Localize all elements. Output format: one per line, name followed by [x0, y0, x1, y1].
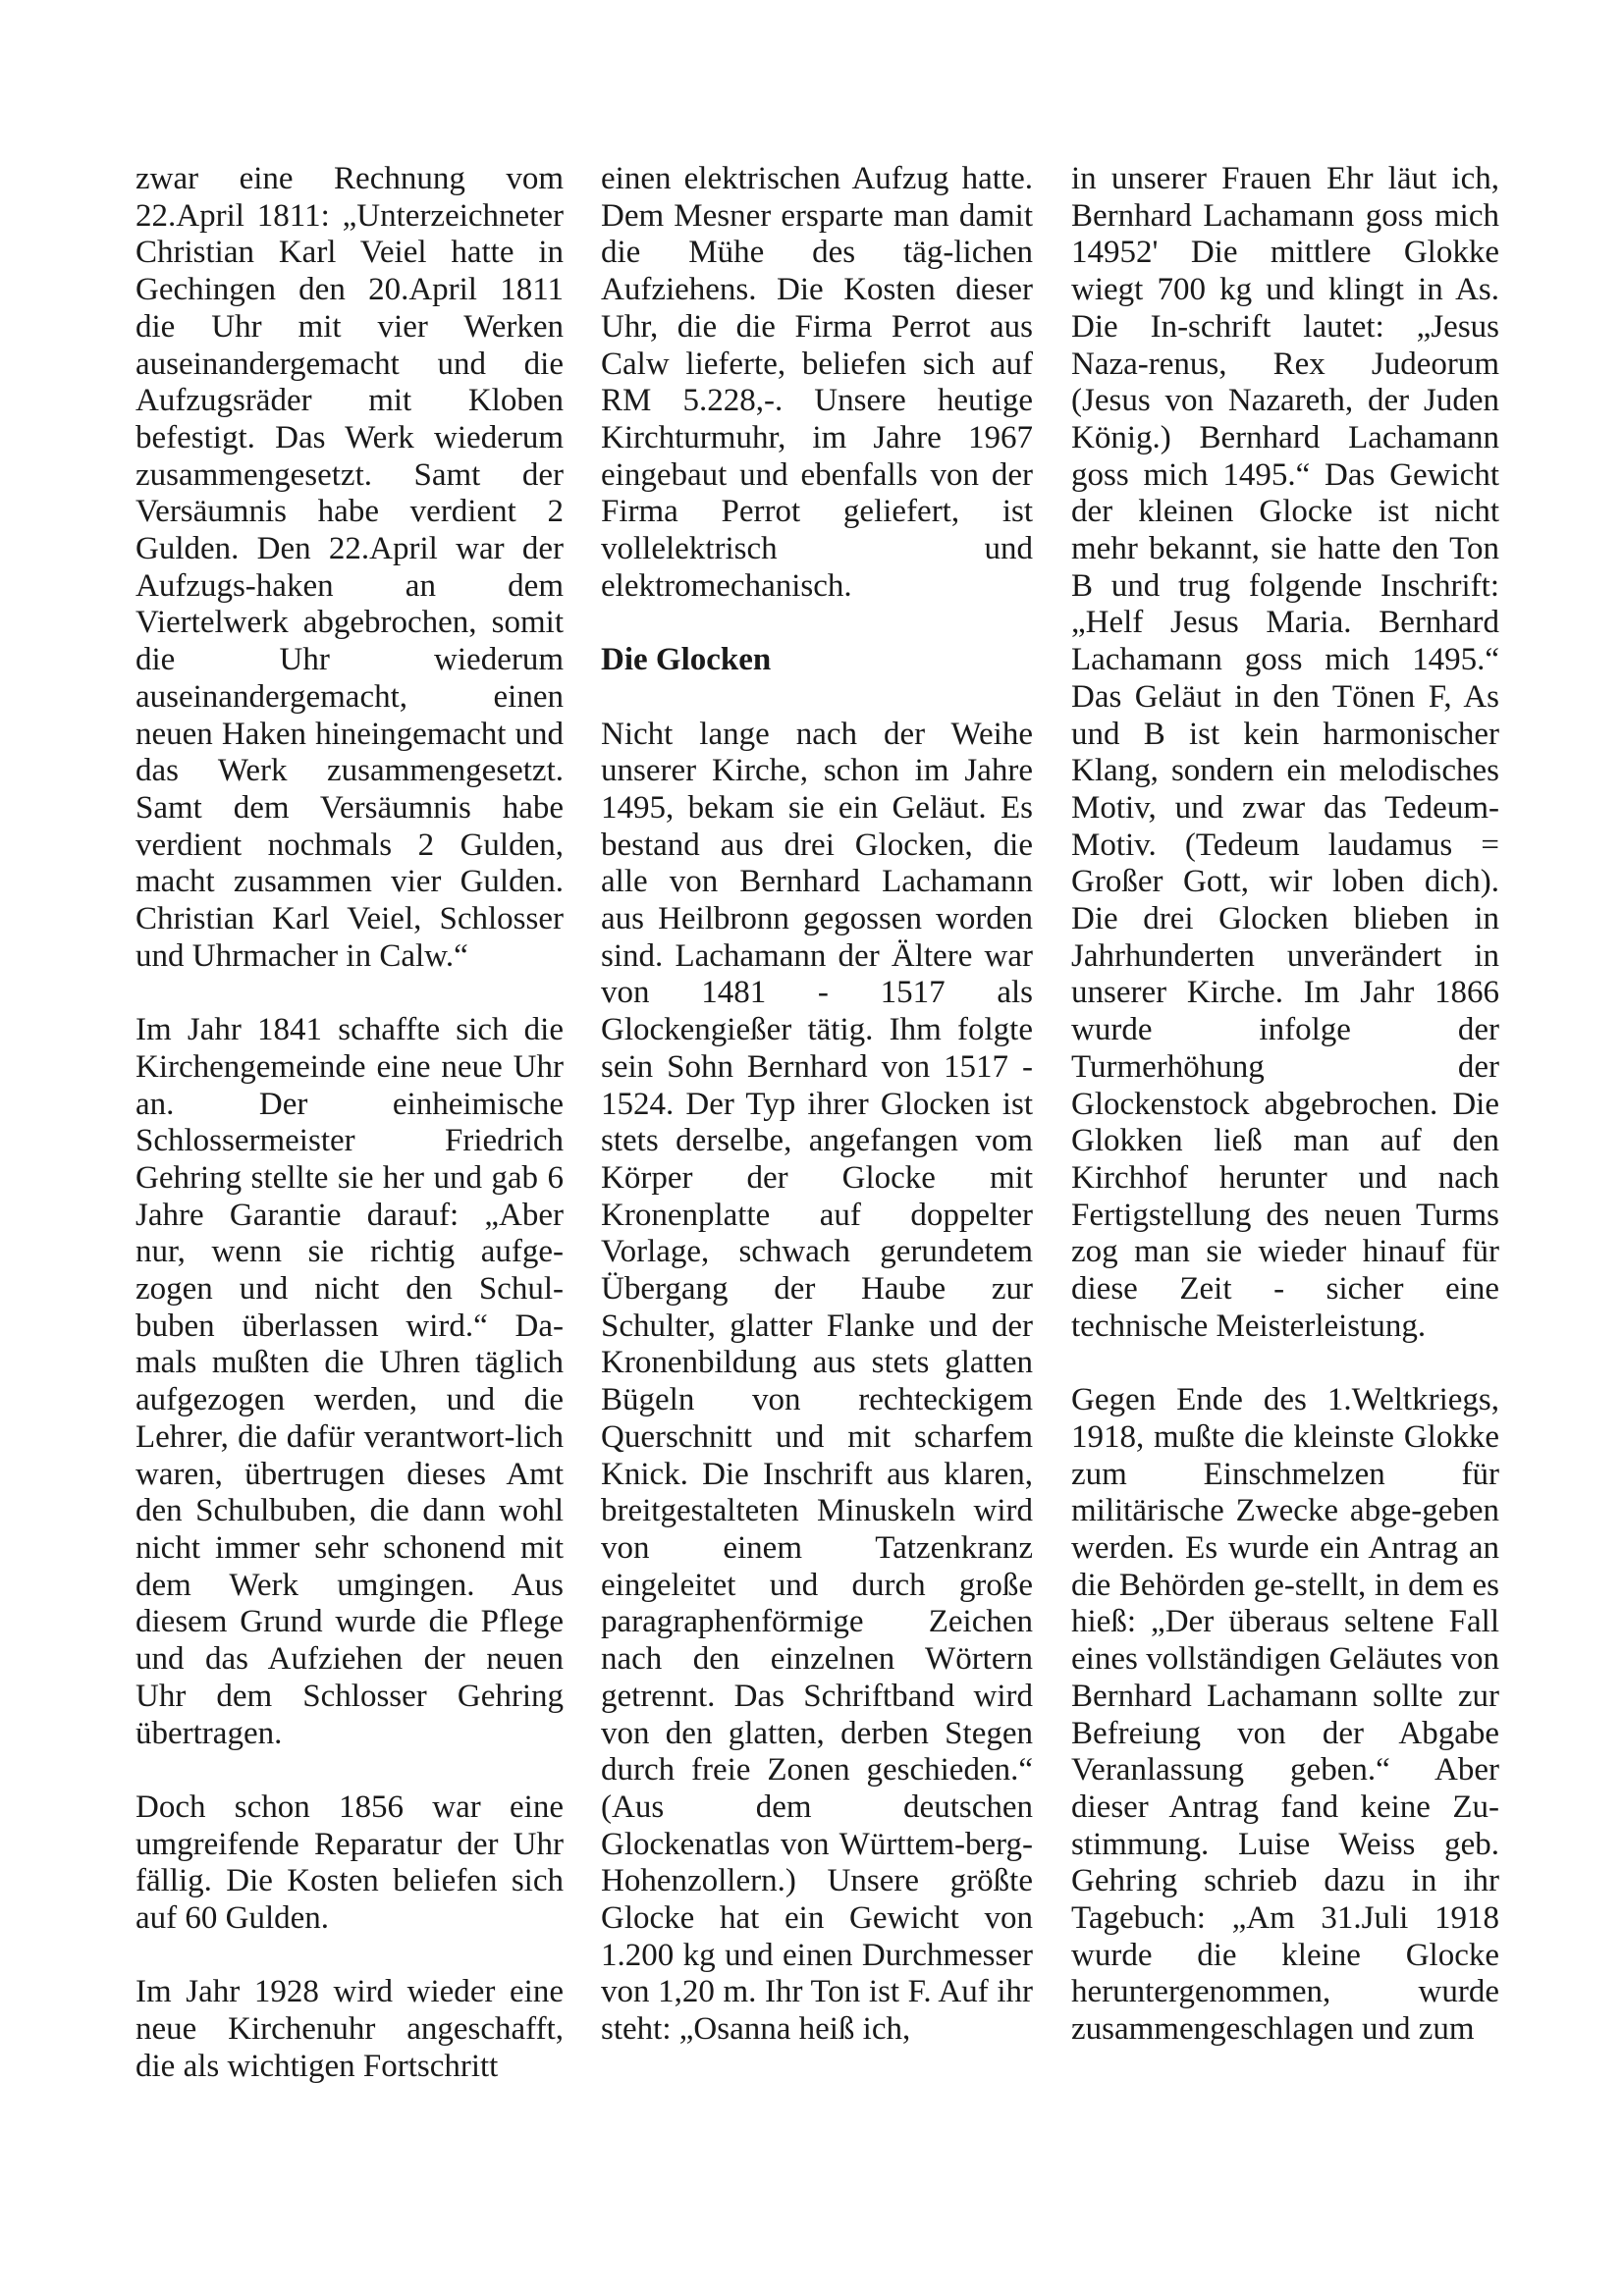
paragraph-electric-clock: einen elektrischen Aufzug hatte. Dem Mesner ersparte man damit die Mühe des täg-lichen Aufziehens. Die Kosten dieser Uhr, die die Firma Perrot aus Calw lieferte, beliefen sich auf RM 5.228,-. Unsere heutige Kirchturmuhr, im Jahre 1967 eingebaut und ebenfalls von der Firma Perrot geliefert, ist vollelektrisch und elektromechanisch. [601, 161, 1033, 604]
paragraph-bell-inscriptions: in unserer Frauen Ehr läut ich, Bernhard Lachamann goss mich 14952' Die mittlere Glokke wiegt 700 kg und klingt in As. Die In-schrift lautet: „Jesus Naza-renus, Rex Judeorum (Jesus von Nazareth, der Juden König.) Bernhard Lachamann goss mich 1495.“ Das Gewicht der kleinen Glocke ist nicht mehr bekannt, sie hatte den Ton B und trug folgende Inschrift: „Helf Jesus Maria. Bernhard Lachamann goss mich 1495.“ Das Geläut in den Tönen F, As und B ist kein harmonischer Klang, sondern ein melodisches Motiv, und zwar das Tedeum-Motiv. (Tedeum laudamus = Großer Gott, wir loben dich). Die drei Glocken blieben in Jahrhunderten unverändert in unserer Kirche. Im Jahr 1866 wurde infolge der Turmerhöhung der Glockenstock abgebrochen. Die Glokken ließ man auf den Kirchhof herunter und nach Fertigstellung des neuen Turms zog man sie wieder hinauf für diese Zeit - sicher eine technische Meisterleistung. [1071, 161, 1499, 1344]
text-column-3 [1071, 161, 1499, 2049]
paragraph-world-war-1918: Gegen Ende des 1.Weltkriegs, 1918, mußte die kleinste Glokke zum Einschmelzen für militärische Zwecke abge-geben werden. Es wurde ein Antrag an die Behörden ge-stellt, in dem es hieß: „Der überaus seltene Fall eines vollständigen Geläutes von Bernhard Lachamann sollte zur Befreiung von der Abgabe Veranlassung geben.“ Aber dieser Antrag fand keine Zu-stimmung. Luise Weiss geb. Gehring schrieb dazu in ihr Tagebuch: „Am 31.Juli 1918 wurde die kleine Glocke heruntergenommen, wurde zusammengeschlagen und zum [1071, 1382, 1499, 2048]
text-column-1 [135, 161, 564, 2086]
paragraph-repair-1856: Doch schon 1856 war eine umgreifende Reparatur der Uhr fällig. Die Kosten beliefen sich auf 60 Gulden. [135, 1789, 564, 1937]
paragraph-invoice-1811: zwar eine Rechnung vom 22.April 1811: „Unterzeichneter Christian Karl Veiel hatte in Gechingen den 20.April 1811 die Uhr mit vier Werken auseinandergemacht und die Aufzugsräder mit Kloben befestigt. Das Werk wiederum zusammengesetzt. Samt der Versäumnis habe verdient 2 Gulden. Den 22.April war der Aufzugs-haken an dem Viertelwerk abgebrochen, somit die Uhr wiederum auseinandergemacht, einen neuen Haken hineingemacht und das Werk zusammengesetzt. Samt dem Versäumnis habe verdient nochmals 2 Gulden, macht zusammen vier Gulden. Christian Karl Veiel, Schlosser und Uhrmacher in Calw.“ [135, 161, 564, 974]
paragraph-bells-history: Nicht lange nach der Weihe unserer Kirche, schon im Jahre 1495, bekam sie ein Geläut. Es bestand aus drei Glocken, die alle von Bernhard Lachamann aus Heilbronn gegossen worden sind. Lachamann der Ältere war von 1481 - 1517 als Glockengießer tätig. Ihm folgte sein Sohn Bernhard von 1517 - 1524. Der Typ ihrer Glocken ist stets derselbe, angefangen vom Körper der Glocke mit Kronenplatte auf doppelter Vorlage, schwach gerundetem Übergang der Haube zur Schulter, glatter Flanke und der Kronenbildung aus stets glatten Bügeln von rechteckigem Querschnitt und mit scharfem Knick. Die Inschrift aus klaren, breitgestalteten Minuskeln wird von einem Tatzenkranz eingeleitet und durch große paragraphenförmige Zeichen nach den einzelnen Wörtern getrennt. Das Schriftband wird von den glatten, derben Stegen durch freie Zonen geschieden.“ (Aus dem deutschen Glockenatlas von Württem-berg-Hohenzollern.) Unsere größte Glocke hat ein Gewicht von 1.200 kg und einen Durchmesser von 1,20 m. Ihr Ton ist F. Auf ihr steht: „Osanna heiß ich, [601, 716, 1033, 2048]
section-heading-bells: Die Glocken [601, 642, 772, 678]
paragraph-clock-1841: Im Jahr 1841 schaffte sich die Kirchengemeinde eine neue Uhr an. Der einheimische Schlossermeister Friedrich Gehring stellte sie her und gab 6 Jahre Garantie darauf: „Aber nur, wenn sie richtig aufge-zogen und nicht den Schul-buben überlassen wird.“ Da-mals mußten die Uhren täglich aufgezogen werden, und die Lehrer, die dafür verantwort-lich waren, übertrugen dieses Amt den Schulbuben, die dann wohl nicht immer sehr schonend mit dem Werk umgingen. Aus diesem Grund wurde die Pflege und das Aufziehen der neuen Uhr dem Schlosser Gehring übertragen. [135, 1012, 564, 1751]
text-column-2 [601, 161, 1033, 2049]
paragraph-clock-1928: Im Jahr 1928 wird wieder eine neue Kirchenuhr angeschafft, die als wichtigen Fortschritt [135, 1974, 564, 2084]
